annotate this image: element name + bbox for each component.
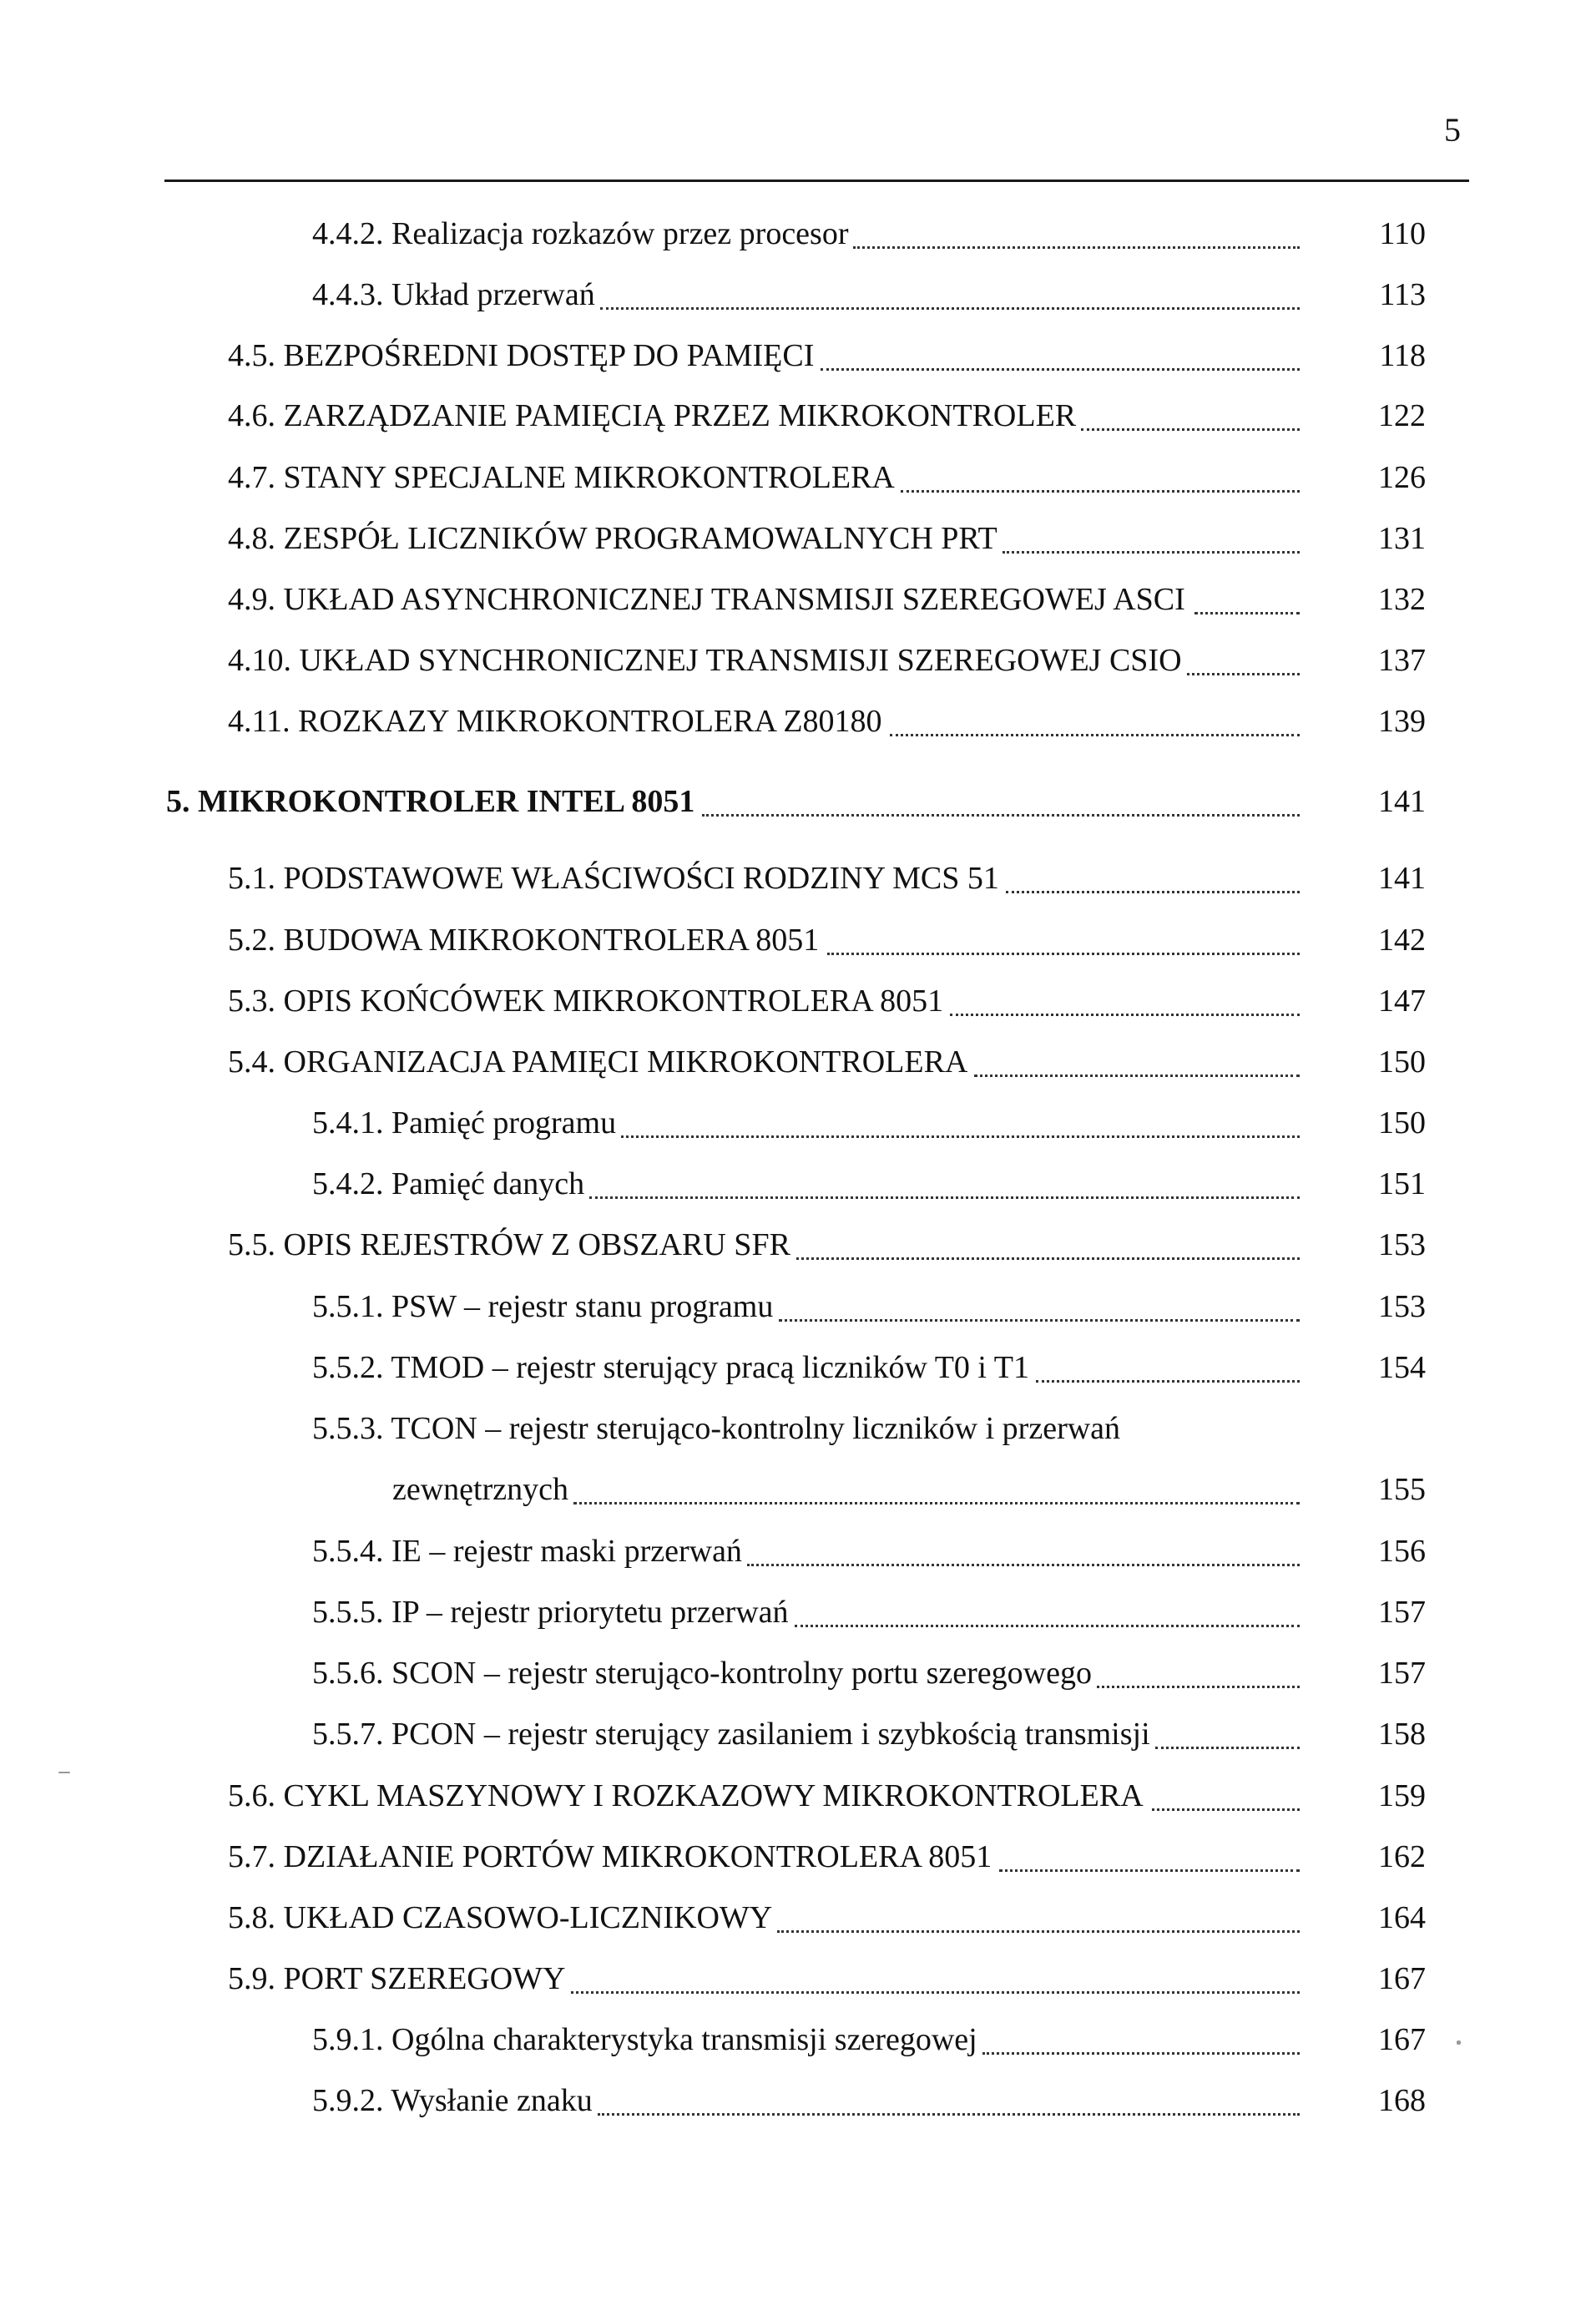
dot-leader bbox=[1006, 855, 1300, 902]
toc-entry-title: 5.5.1. PSW – rejestr stanu programu bbox=[312, 1289, 774, 1324]
toc-entry-page: 162 bbox=[1378, 1839, 1426, 1874]
toc-entry-title: 4.9. UKŁAD ASYNCHRONICZNEJ TRANSMISJI SZEREGOWEJ ASCI bbox=[228, 582, 1185, 617]
toc-entry-title: zewnętrznych bbox=[392, 1472, 568, 1507]
toc-entry-page: 167 bbox=[1378, 2022, 1426, 2057]
scan-speck bbox=[58, 1772, 70, 1773]
toc-entry-title: 5. MIKROKONTROLER INTEL 8051 bbox=[166, 784, 695, 819]
toc-entry[interactable] bbox=[0, 576, 1596, 623]
dot-leader bbox=[600, 271, 1300, 318]
dot-leader bbox=[621, 1100, 1300, 1146]
dot-leader bbox=[901, 454, 1300, 501]
toc-entry-page: 137 bbox=[1378, 643, 1426, 678]
toc-entry[interactable] bbox=[0, 1344, 1596, 1391]
toc-entry-title: 4.8. ZESPÓŁ LICZNIKÓW PROGRAMOWALNYCH PRT bbox=[228, 521, 998, 556]
toc-entry-page: 141 bbox=[1378, 861, 1426, 896]
toc-entry-page: 142 bbox=[1378, 923, 1426, 958]
toc-entry[interactable] bbox=[0, 1405, 1596, 1452]
toc-entry[interactable] bbox=[0, 1100, 1596, 1146]
toc-entry[interactable] bbox=[0, 855, 1596, 902]
toc-entry[interactable] bbox=[0, 332, 1596, 379]
toc-entry-page: 139 bbox=[1378, 704, 1426, 739]
dot-leader bbox=[982, 2016, 1300, 2063]
toc-entry-title: 4.10. UKŁAD SYNCHRONICZNEJ TRANSMISJI SZEREGOWEJ CSIO bbox=[228, 643, 1182, 678]
dot-leader bbox=[796, 1221, 1300, 1268]
toc-entry[interactable] bbox=[0, 1039, 1596, 1085]
toc-entry-title: 5.5.7. PCON – rejestr sterujący zasilaniem i szybkością transmisji bbox=[312, 1717, 1150, 1752]
toc-entry[interactable] bbox=[0, 271, 1596, 318]
dot-leader bbox=[1152, 1772, 1300, 1819]
toc-entry[interactable] bbox=[0, 2077, 1596, 2124]
toc-entry[interactable] bbox=[0, 1894, 1596, 1941]
toc-chapter-entry[interactable] bbox=[0, 778, 1596, 825]
toc-entry-title: 5.9.2. Wysłanie znaku bbox=[312, 2083, 593, 2118]
toc-entry[interactable] bbox=[0, 1650, 1596, 1697]
toc-entry[interactable] bbox=[0, 637, 1596, 684]
toc-entry-title: 4.6. ZARZĄDZANIE PAMIĘCIĄ PRZEZ MIKROKONTROLER bbox=[228, 398, 1077, 433]
toc-entry[interactable] bbox=[0, 1833, 1596, 1880]
toc-entry-title: 5.8. UKŁAD CZASOWO-LICZNIKOWY bbox=[228, 1900, 773, 1935]
toc-entry-title: 5.5.4. IE – rejestr maski przerwań bbox=[312, 1534, 742, 1569]
toc-entry[interactable] bbox=[0, 210, 1596, 257]
toc-entry-page: 147 bbox=[1378, 984, 1426, 1019]
toc-entry[interactable] bbox=[0, 917, 1596, 963]
toc-entry[interactable] bbox=[0, 454, 1596, 501]
toc-entry-page: 150 bbox=[1378, 1044, 1426, 1080]
toc-entry-title: 4.7. STANY SPECJALNE MIKROKONTROLERA bbox=[228, 460, 895, 495]
toc-entry[interactable] bbox=[0, 978, 1596, 1024]
toc-entry-page: 141 bbox=[1378, 784, 1426, 819]
dot-leader bbox=[589, 1161, 1300, 1207]
toc-entry-title: 5.4.2. Pamięć danych bbox=[312, 1166, 585, 1201]
dot-leader bbox=[747, 1528, 1300, 1575]
toc-entry-page: 168 bbox=[1378, 2083, 1426, 2118]
toc-entry[interactable] bbox=[0, 1221, 1596, 1268]
toc-entry-page: 167 bbox=[1378, 1961, 1426, 1996]
toc-entry-title: 5.6. CYKL MASZYNOWY I ROZKAZOWY MIKROKONTROLERA bbox=[228, 1778, 1144, 1813]
dot-leader bbox=[571, 1955, 1300, 2002]
toc-entry-title: 5.9. PORT SZEREGOWY bbox=[228, 1961, 566, 1996]
dot-leader bbox=[1194, 576, 1300, 623]
toc-entry-page: 153 bbox=[1378, 1227, 1426, 1262]
toc-entry-page: 118 bbox=[1379, 338, 1426, 373]
toc-entry-page: 150 bbox=[1378, 1105, 1426, 1140]
toc-entry-page: 131 bbox=[1378, 521, 1426, 556]
toc-entry-title: 4.11. ROZKAZY MIKROKONTROLERA Z80180 bbox=[228, 704, 882, 739]
dot-leader bbox=[1155, 1711, 1300, 1757]
dot-leader bbox=[573, 1466, 1300, 1513]
dot-leader bbox=[598, 2077, 1300, 2124]
toc-entry[interactable] bbox=[0, 1711, 1596, 1757]
toc-entry-title: 5.7. DZIAŁANIE PORTÓW MIKROKONTROLERA 8051 bbox=[228, 1839, 992, 1874]
dot-leader bbox=[821, 332, 1300, 379]
toc-entry-page: 126 bbox=[1378, 460, 1426, 495]
toc-entry-page: 153 bbox=[1378, 1289, 1426, 1324]
dot-leader bbox=[702, 778, 1300, 825]
toc-entry-title: 5.2. BUDOWA MIKROKONTROLERA 8051 bbox=[228, 923, 820, 958]
page-number: 5 bbox=[1444, 111, 1461, 149]
dot-leader bbox=[779, 1283, 1300, 1330]
toc-entry[interactable] bbox=[0, 1589, 1596, 1636]
dot-leader bbox=[827, 917, 1300, 963]
dot-leader bbox=[777, 1894, 1300, 1941]
toc-entry-title: 4.4.2. Realizacja rozkazów przez procesor bbox=[312, 216, 849, 251]
toc-entry-page: 159 bbox=[1378, 1778, 1426, 1813]
toc-entry-title: 5.3. OPIS KOŃCÓWEK MIKROKONTROLERA 8051 bbox=[228, 984, 944, 1019]
toc-entry[interactable] bbox=[0, 1283, 1596, 1330]
toc-entry-title: 5.5. OPIS REJESTRÓW Z OBSZARU SFR bbox=[228, 1227, 790, 1262]
dot-leader bbox=[890, 698, 1300, 745]
scan-speck bbox=[1457, 2040, 1461, 2045]
toc-entry-title: 4.4.3. Układ przerwań bbox=[312, 277, 595, 312]
toc-entry-page: 155 bbox=[1378, 1472, 1426, 1507]
toc-entry-page: 110 bbox=[1379, 216, 1426, 251]
dot-leader bbox=[950, 978, 1300, 1024]
toc-entry-title: 5.9.1. Ogólna charakterystyka transmisji szeregowej bbox=[312, 2022, 977, 2057]
toc-entry-title: 5.5.6. SCON – rejestr sterująco-kontrolny portu szeregowego bbox=[312, 1656, 1092, 1691]
toc-entry-page: 122 bbox=[1378, 398, 1426, 433]
toc-entry[interactable] bbox=[0, 1528, 1596, 1575]
dot-leader bbox=[1036, 1344, 1300, 1391]
toc-entry-title: 5.1. PODSTAWOWE WŁAŚCIWOŚCI RODZINY MCS 51 bbox=[228, 861, 999, 896]
dot-leader bbox=[1081, 392, 1300, 439]
dot-leader bbox=[974, 1039, 1300, 1085]
toc-entry[interactable] bbox=[0, 2016, 1596, 2063]
dot-leader bbox=[999, 1833, 1300, 1880]
toc-entry[interactable] bbox=[0, 1772, 1596, 1819]
dot-leader bbox=[1187, 637, 1300, 684]
toc-entry-title: 5.5.5. IP – rejestr priorytetu przerwań bbox=[312, 1595, 789, 1630]
toc-entry[interactable] bbox=[0, 1955, 1596, 2002]
toc-entry-page: 151 bbox=[1378, 1166, 1426, 1201]
toc-entry-page: 157 bbox=[1378, 1595, 1426, 1630]
toc-entry[interactable] bbox=[0, 1466, 1596, 1513]
toc-entry-page: 154 bbox=[1378, 1350, 1426, 1385]
toc-entry-title: 5.4. ORGANIZACJA PAMIĘCI MIKROKONTROLERA bbox=[228, 1044, 968, 1080]
toc-entry-page: 113 bbox=[1379, 277, 1426, 312]
toc-entry-page: 164 bbox=[1378, 1900, 1426, 1935]
toc-entry-title: 5.5.2. TMOD – rejestr sterujący pracą liczników T0 i T1 bbox=[312, 1350, 1030, 1385]
dot-leader bbox=[853, 210, 1300, 257]
header-rule bbox=[164, 180, 1469, 182]
toc-entry[interactable] bbox=[0, 698, 1596, 745]
dot-leader bbox=[1097, 1650, 1300, 1697]
toc-entry-page: 156 bbox=[1378, 1534, 1426, 1569]
toc-entry-page: 158 bbox=[1378, 1717, 1426, 1752]
toc-entry[interactable] bbox=[0, 392, 1596, 439]
toc-entry[interactable] bbox=[0, 1161, 1596, 1207]
toc-entry[interactable] bbox=[0, 515, 1596, 562]
toc-entry-page: 132 bbox=[1378, 582, 1426, 617]
toc-entry-page: 157 bbox=[1378, 1656, 1426, 1691]
dot-leader bbox=[795, 1589, 1300, 1636]
toc-entry-title: 4.5. BEZPOŚREDNI DOSTĘP DO PAMIĘCI bbox=[228, 338, 815, 373]
toc-entry-title: 5.5.3. TCON – rejestr sterująco-kontrolny liczników i przerwań bbox=[312, 1411, 1121, 1446]
dot-leader bbox=[1003, 515, 1300, 562]
toc-entry-title: 5.4.1. Pamięć programu bbox=[312, 1105, 617, 1140]
